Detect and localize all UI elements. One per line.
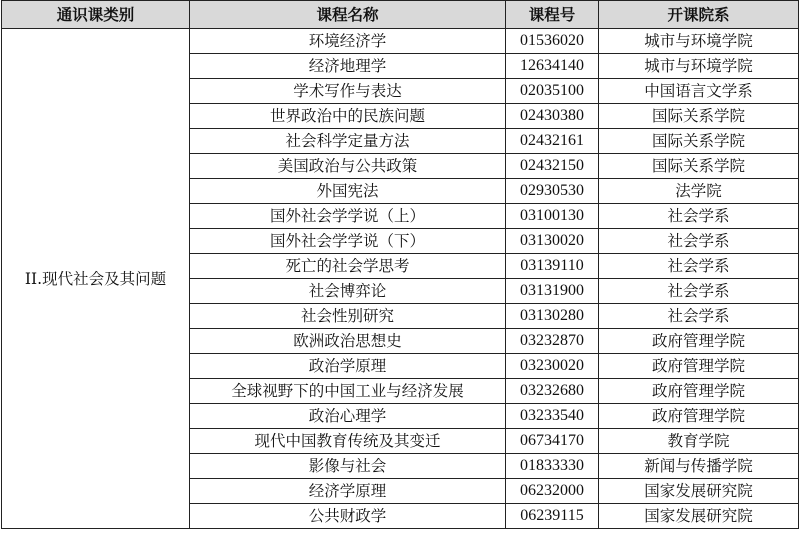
course-name-cell: 社会科学定量方法 — [190, 129, 506, 154]
course-name-cell: 现代中国教育传统及其变迁 — [190, 429, 506, 454]
course-name-cell: 学术写作与表达 — [190, 79, 506, 104]
department-cell: 国际关系学院 — [599, 129, 799, 154]
course-code-cell: 06239115 — [506, 504, 599, 529]
course-code-cell: 12634140 — [506, 54, 599, 79]
course-name-cell: 国外社会学学说（上） — [190, 204, 506, 229]
course-code-cell: 03130020 — [506, 229, 599, 254]
department-cell: 法学院 — [599, 179, 799, 204]
department-cell: 社会学系 — [599, 279, 799, 304]
table-header — [2, 1, 799, 29]
course-code-cell: 03100130 — [506, 204, 599, 229]
header-course-name: 课程名称 — [190, 1, 506, 29]
header-department: 开课院系 — [599, 1, 799, 29]
course-code-cell: 03230020 — [506, 354, 599, 379]
department-cell: 政府管理学院 — [599, 379, 799, 404]
course-name-cell: 社会性别研究 — [190, 304, 506, 329]
department-cell: 教育学院 — [599, 429, 799, 454]
course-name-cell: 影像与社会 — [190, 454, 506, 479]
department-cell: 新闻与传播学院 — [599, 454, 799, 479]
department-cell: 国家发展研究院 — [599, 479, 799, 504]
department-cell: 国际关系学院 — [599, 154, 799, 179]
course-name-cell: 经济地理学 — [190, 54, 506, 79]
department-cell: 中国语言文学系 — [599, 79, 799, 104]
department-cell: 社会学系 — [599, 254, 799, 279]
course-code-cell: 06734170 — [506, 429, 599, 454]
course-name-cell: 外国宪法 — [190, 179, 506, 204]
course-code-cell: 03130280 — [506, 304, 599, 329]
course-code-cell: 03131900 — [506, 279, 599, 304]
course-code-cell: 02432150 — [506, 154, 599, 179]
header-row — [2, 1, 799, 29]
course-name-cell: 政治学原理 — [190, 354, 506, 379]
course-name-cell: 死亡的社会学思考 — [190, 254, 506, 279]
course-code-cell: 06232000 — [506, 479, 599, 504]
department-cell: 城市与环境学院 — [599, 54, 799, 79]
department-cell: 政府管理学院 — [599, 329, 799, 354]
course-name-cell: 欧洲政治思想史 — [190, 329, 506, 354]
course-name-cell: 国外社会学学说（下） — [190, 229, 506, 254]
header-course-code: 课程号 — [506, 1, 599, 29]
department-cell: 社会学系 — [599, 204, 799, 229]
course-code-cell: 03139110 — [506, 254, 599, 279]
course-code-cell: 03233540 — [506, 404, 599, 429]
course-name-cell: 公共财政学 — [190, 504, 506, 529]
course-code-cell: 02035100 — [506, 79, 599, 104]
department-cell: 城市与环境学院 — [599, 29, 799, 54]
table-body — [2, 29, 799, 529]
course-code-cell: 03232870 — [506, 329, 599, 354]
course-name-cell: 政治心理学 — [190, 404, 506, 429]
course-name-cell: 全球视野下的中国工业与经济发展 — [190, 379, 506, 404]
course-name-cell: 经济学原理 — [190, 479, 506, 504]
course-name-cell: 社会博弈论 — [190, 279, 506, 304]
table-row — [2, 29, 799, 54]
department-cell: 社会学系 — [599, 304, 799, 329]
department-cell: 政府管理学院 — [599, 354, 799, 379]
department-cell: 国家发展研究院 — [599, 504, 799, 529]
category-cell: II.现代社会及其问题 — [2, 29, 190, 529]
course-code-cell: 03232680 — [506, 379, 599, 404]
course-name-cell: 环境经济学 — [190, 29, 506, 54]
course-table-container — [1, 0, 798, 529]
department-cell: 社会学系 — [599, 229, 799, 254]
course-code-cell: 02432161 — [506, 129, 599, 154]
course-code-cell: 02430380 — [506, 104, 599, 129]
course-name-cell: 美国政治与公共政策 — [190, 154, 506, 179]
course-name-cell: 世界政治中的民族问题 — [190, 104, 506, 129]
course-code-cell: 02930530 — [506, 179, 599, 204]
header-category: 通识课类别 — [2, 1, 190, 29]
course-code-cell: 01833330 — [506, 454, 599, 479]
course-code-cell: 01536020 — [506, 29, 599, 54]
department-cell: 国际关系学院 — [599, 104, 799, 129]
course-table — [1, 0, 799, 529]
department-cell: 政府管理学院 — [599, 404, 799, 429]
